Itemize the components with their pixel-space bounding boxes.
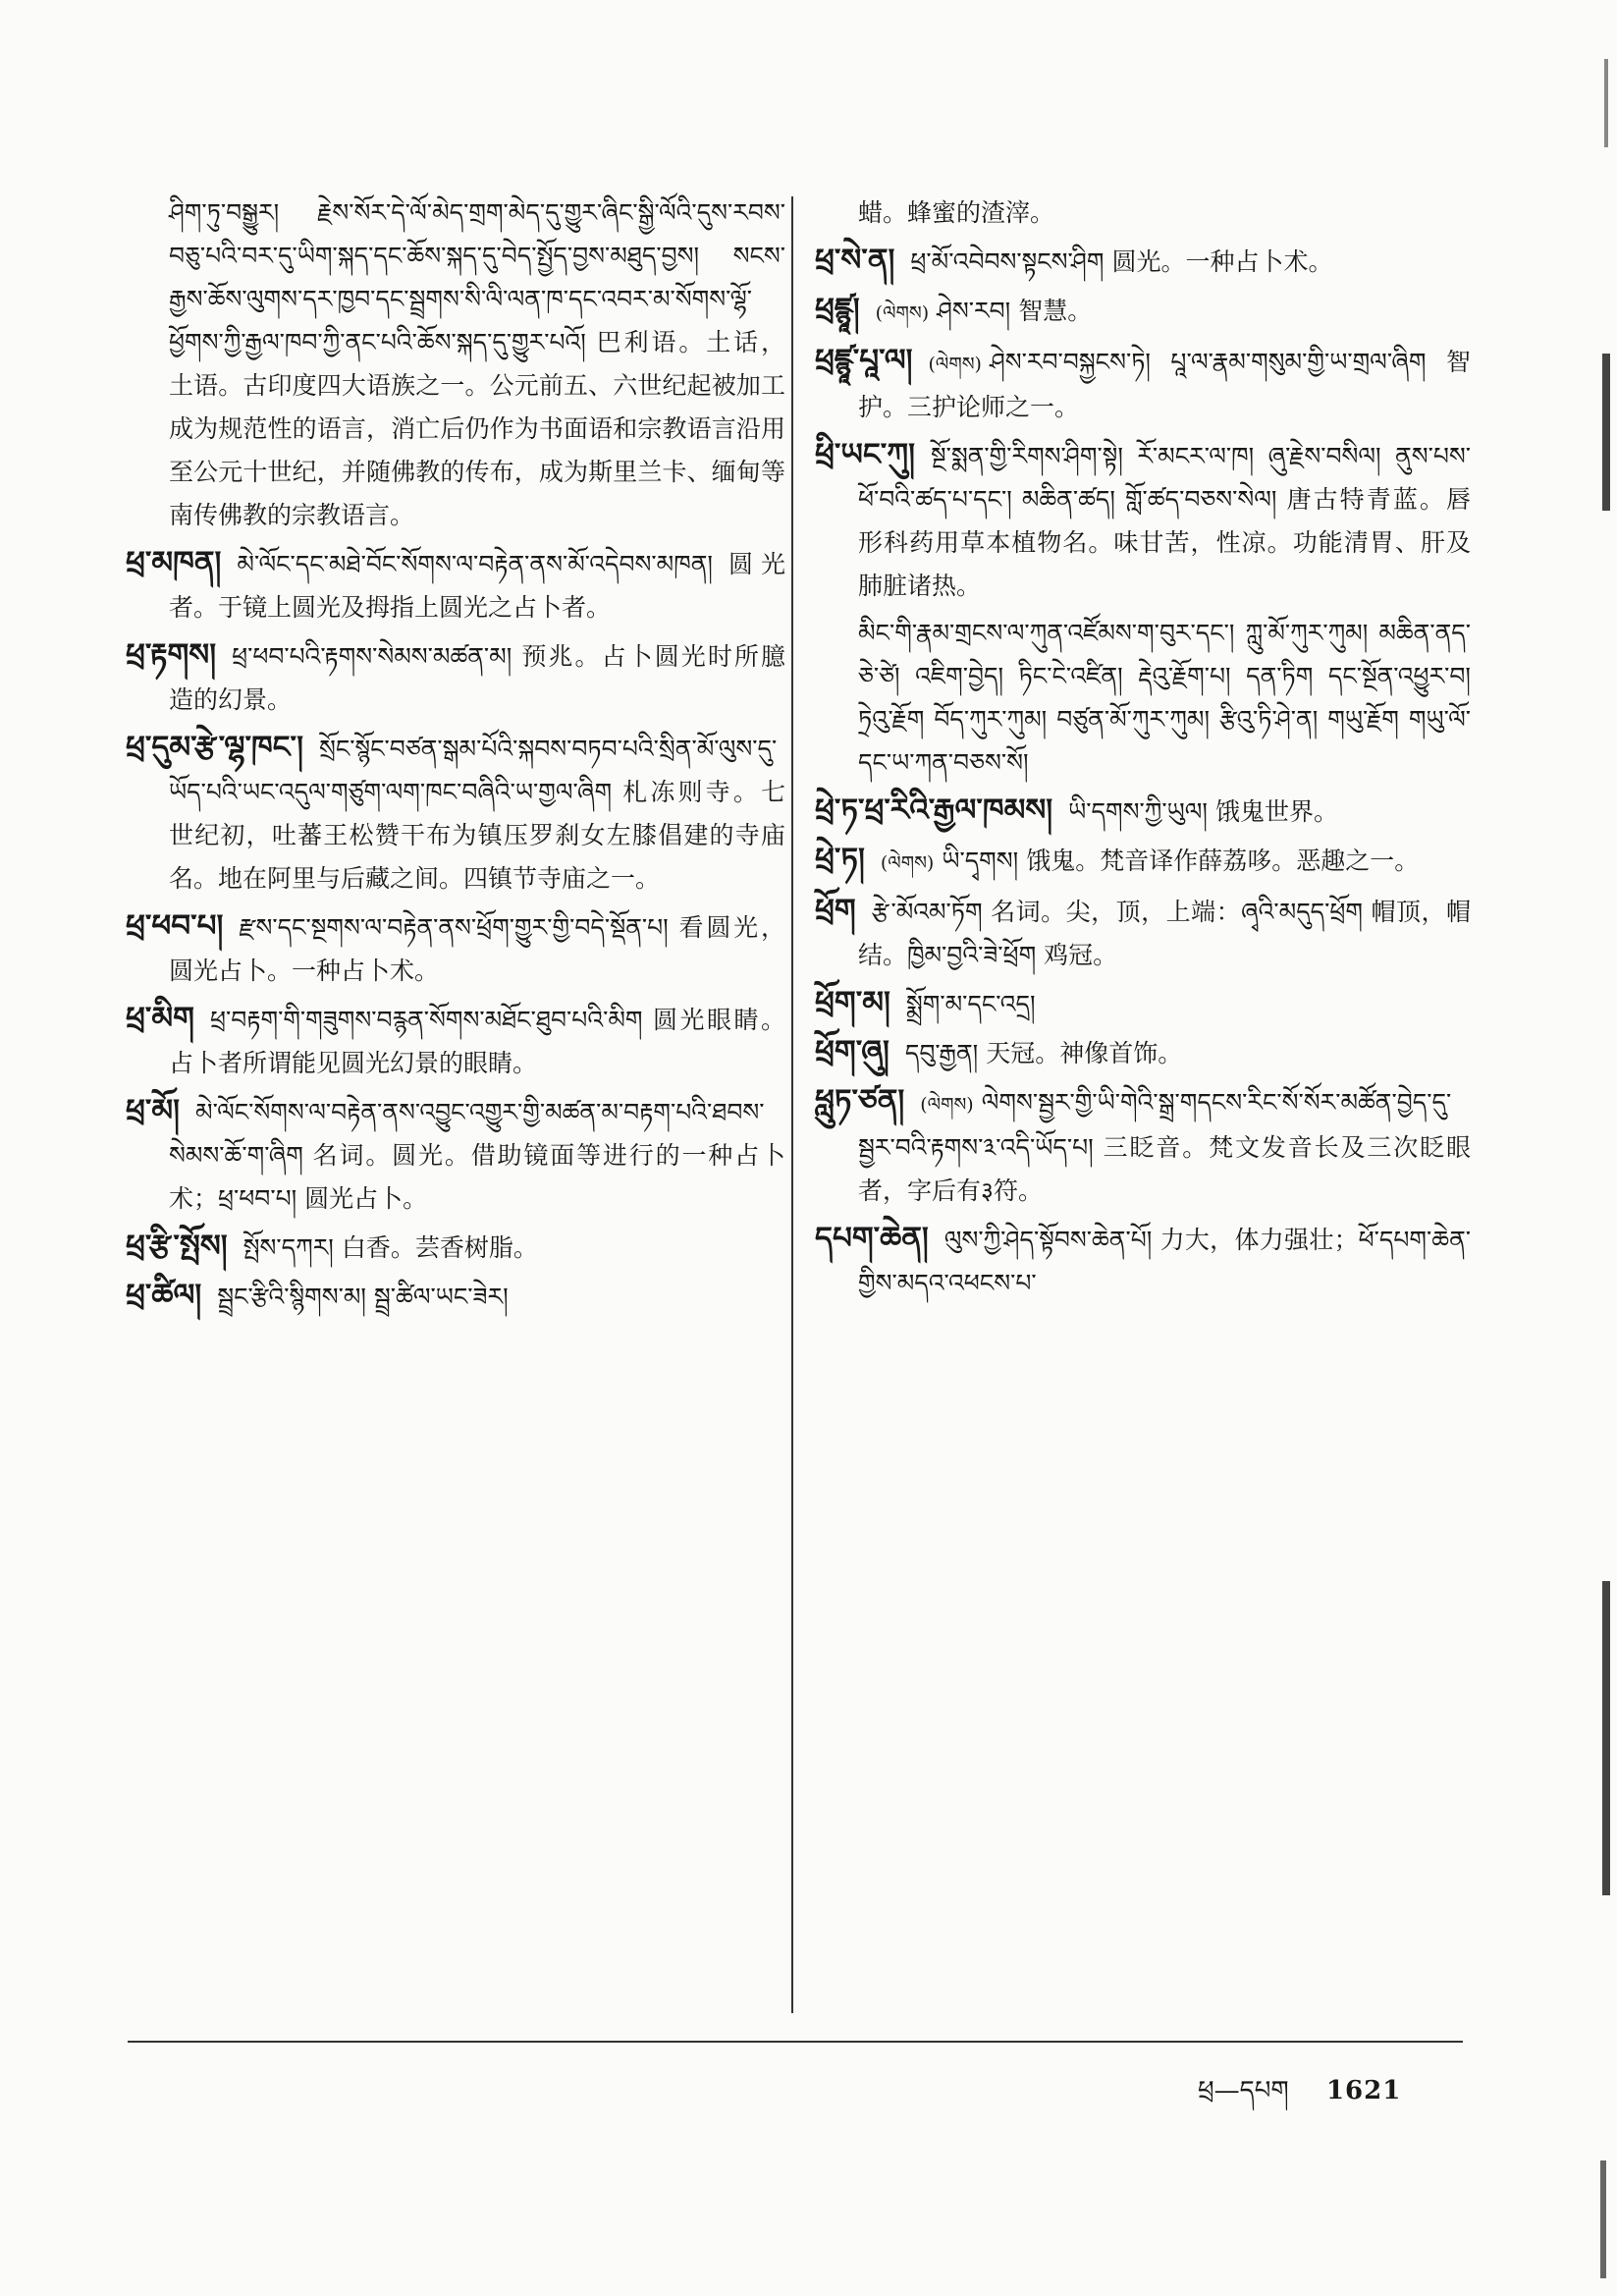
tibetan-definition: སྔོ་སྨན་གྱི་རིགས་ཤིག་སྟེ། རོ་མངར་ལ་ཁ། ཞུ་རྗེས་བསིལ། ནུས་པས་ཕོ་བའི་ཚད་པ་དང་། མཆིན་ཚད། གློ་ཚད་བཅས་སེལ། [858,442,1471,514]
entry-continuation: ཤིག་ཏུ་བསྒྱུར། རྗེས་སོར་དེ་ལོ་མེད་གྲག་མེད་དུ་གྱུར་ཞིང་སྒྱི་ལོའི་དུས་རབས་བཅུ་པའི་བར་དུ་ཡིག་སྐད་དང་ཆོས་སྐད་དུ་བེད་སྤྱོད་བྱས་མཐུད་བྱས། སངས་རྒྱས་ཆོས་ལུགས་དར་ཁྱབ་དང་སྦྲགས་སི་ལི་ལན་ཁ་དང་འབར་མ་སོགས་ལྷོ་ཕྱོགས་ཀྱི་རྒྱལ་ཁབ་ཀྱི་ནང་པའི་ཆོས་སྐད་དུ་གྱུར་པའོ། 巴利语。土话，土语。古印度四大语族之一。公元前五、六世纪起被加工成为规范性的语言，消亡后仍作为书面语和宗教语言沿用至公元十世纪，并随佛教的传布，成为斯里兰卡、缅甸等南传佛教的宗教语言。 [169,198,785,529]
dictionary-entry [815,1030,1471,1075]
dictionary-entry [815,239,1471,284]
dictionary-entry [126,1274,785,1319]
scan-edge-mark [1604,59,1608,147]
chinese-gloss: 智护。三护论师之一。 [858,348,1471,421]
dictionary-entry [815,433,1471,608]
left-column [126,191,785,1323]
tibetan-definition: མིང་གི་རྣམ་གྲངས་ལ་ཀུན་འཛོམས་ག་བུར་དང་། ཀླུ་མོ་ཀུར་ཀུམ། མཆིན་ནད་ཅེ་ཙེ། འཇིག་བྱེད། ཏིང་ངེ་འཛིན། རྡེའུ་རྗོག་པ། དན་ཏིག དང་སྔོན་འཕྱུར་བ། ཏྲེའུ་རྗོག བོད་ཀུར་ཀུམ། བཙུན་མོ་ཀུར་ཀུམ། རྩིའུ་ཏི་ཤེ་ན། གཡུ་རྗོག གཡུ་ལོ་དང་ཡ་ཀན་བཅས་སོ། [858,619,1471,777]
guide-word-range: ཕྲ—དཔག [1198,2076,1289,2105]
source-abbreviation: (ལེགས) [880,852,935,874]
headword: ཕླུཏ་ཙན། [815,1083,905,1119]
tibetan-definition: ཕྲ་མོ་འབེབས་སྟངས་ཤིག [910,247,1105,276]
headword: ཕྲེ་ཏ་ཕྲ་རིའི་རྒྱལ་ཁམས། [815,793,1053,828]
page-number: 1621 [1325,2076,1402,2105]
source-abbreviation: (ལེགས) [928,354,982,375]
tibetan-definition: ཕྲ་བརྟག་གི་གཟུགས་བརྙན་སོགས་མཐོང་ཐུབ་པའི་མིག [209,1006,643,1034]
tibetan-definition: སྲོང་སྙོང་བཙན་སྒམ་པོའི་སྐབས་བཏབ་པའི་སྲིན་མོ་ལུས་དུ་ཡོད་པའི་ཡང་འདུལ་གཙུག་ལག་ཁང་བཞིའི་ཡ་གྱལ་ཞིག [169,735,778,806]
dictionary-entry [815,1079,1471,1213]
tibetan-definition: ཡི་དགས་ཀྱི་ཡུལ། [1068,797,1208,826]
chinese-gloss: 名词。圆光。借助镜面等进行的一种占卜术；ཕྲ་ཕབ་པ། 圆光占卜。 [169,1141,785,1213]
dictionary-entry [126,1225,785,1270]
dictionary-entry [126,904,785,993]
chinese-gloss: 三眨音。梵文发音长及三次眨眼者，字后有३符。 [858,1133,1471,1205]
headword: ཕྲོག་ཞུ། [815,1034,889,1069]
headword: ཕྲེ་ཏ། [815,842,865,877]
dictionary-entry [815,612,1471,785]
tibetan-definition: སྦྲང་རྩིའི་སྙིགས་མ། སྦྲ་ཚིལ་ཡང་ཟེར། [217,1283,509,1311]
source-abbreviation: (ལེགས) [875,302,930,324]
dictionary-entry [815,1217,1471,1305]
dictionary-entry [815,889,1471,977]
headword: ཕྲ་སེ་ན། [815,243,895,278]
headword: ཕྲ་ཚིལ། [126,1278,202,1313]
headword: ཕྲ་རྩི་སྤོས། [126,1229,228,1264]
dictionary-entry [126,541,785,629]
dictionary-entry [815,838,1471,885]
headword: ཕྲཛྙཱ། [815,292,860,327]
headword: ཕྲོག་མ། [815,985,890,1020]
tibetan-definition: ལེགས་སྦྱར་གྱི་ཡི་གེའི་སྒྲ་གདངས་རིང་སོ་སོར་མཚོན་བྱེད་དུ་སྦྱར་བའི་རྟགས་༣་འདི་ཡོད་པ། [858,1088,1452,1162]
headword: ཕྲཛྙཱ་པཱ་ལ། [815,343,913,378]
chinese-gloss: 饿鬼世界。 [1214,797,1338,826]
dictionary-entry [815,981,1471,1026]
entry-continuation: 蜡。蜂蜜的渣滓。 [858,198,1055,227]
tibetan-definition: དབུ་རྒྱན། [904,1039,979,1067]
tibetan-definition: སྤོས་དཀར། [243,1233,334,1262]
chinese-gloss: 天冠。神像首饰。 [986,1039,1183,1067]
tibetan-definition: ཤེས་རབ་བསྐྱངས་ཏེ། པཱ་ལ་རྣམ་གསུམ་གྱི་ཡ་གྲལ་ཞིག [989,348,1427,376]
headword: ཕྲི་ཡང་ཀུ། [815,437,915,472]
dictionary-entry [126,997,785,1085]
footer-rule [128,2041,1463,2043]
chinese-gloss: 札冻则寺。七世纪初，吐蕃王松赞干布为镇压罗刹女左膝倡建的寺庙名。地在阿里与后藏之间。四镇节寺庙之一。 [169,778,785,893]
scan-edge-mark [1600,2160,1606,2278]
chinese-gloss: 唐古特青蓝。唇形科药用草本植物名。味甘苦，性凉。功能清胃、肝及肺脏诸热。 [858,485,1471,600]
tibetan-definition: ཕྲ་ཕབ་པའི་རྟགས་སེམས་མཚན་མ། [232,642,512,671]
chinese-gloss: 名词。尖，顶，上端：ཞྭའི་མདུད་ཕྲོག 帽顶，帽结。ཁྱིམ་བྱའི་ཟེ་ཕྲོག 鸡冠。 [858,898,1471,969]
right-column [815,191,1471,1309]
page-footer [1198,2062,1401,2134]
chinese-gloss: 预兆。占卜圆光时所臆造的幻景。 [169,642,785,714]
dictionary-entry [815,288,1471,335]
chinese-gloss: 圆光者。于镜上圆光及拇指上圆光之占卜者。 [169,550,785,622]
dictionary-entry [815,789,1471,834]
tibetan-definition: སྨྲོག་མ་དང་འདྲ། [905,990,1036,1018]
dictionary-entry [126,633,785,722]
chinese-gloss: 看圆光，圆光占卜。一种占卜术。 [169,913,785,985]
headword: ཕྲ་མོ། [126,1093,181,1128]
chinese-gloss: 圆光眼睛。占卜者所谓能见圆光幻景的眼睛。 [169,1006,785,1077]
headword: ཕྲ་མིག [126,1001,194,1036]
source-abbreviation: (ལེགས) [920,1094,974,1116]
headword: ཕྲ་ཕབ་པ། [126,908,224,944]
headword: དཔག་ཆེན། [815,1221,929,1256]
dictionary-entry [815,339,1471,429]
chinese-gloss: 力大，体力强壮；ཕོ་དཔག་ཆེན་གྱིས་མདའ་འཕངས་པ་ [858,1226,1471,1297]
headword: ཕྲ་མཁན། [126,545,222,580]
tibetan-definition: མེ་ལོང་སོགས་ལ་བརྟེན་ནས་འབྱུང་འགྱུར་གྱི་མཚན་མ་བརྟག་པའི་ཐབས་སེམས་ཆོ་ག་ཞིག [169,1098,765,1170]
scan-edge-mark [1602,1581,1610,1895]
tibetan-definition: མེ་ལོང་དང་མཐེ་བོང་སོགས་ལ་བརྟེན་ནས་མོ་འདེབས་མཁན། [237,550,713,578]
tibetan-definition: ཤེས་རབ། [937,297,1011,325]
chinese-gloss: 饿鬼。梵音译作薛荔哆。恶趣之一。 [1026,847,1420,875]
headword: ཕྲ་རྟགས། [126,637,217,673]
tibetan-definition: ཡི་དྭགས། [942,847,1019,875]
dictionary-entry [126,1089,785,1221]
scan-edge-mark [1602,354,1610,511]
chinese-gloss: 白香。芸香树脂。 [341,1233,538,1262]
headword: ཕྲ་དུམ་རྩེ་ལྷ་ཁང་། [126,730,303,765]
headword: ཕྲོག [815,893,856,928]
tibetan-definition: རྫས་དང་སྔགས་ལ་བརྟེན་ནས་ཕྲོག་གྱུར་གྱི་བདེ་སྡོན་པ། [239,913,669,942]
chinese-gloss: 智慧。 [1018,297,1093,325]
tibetan-definition: རྩེ་མོའམ་ཏོག [871,898,983,926]
tibetan-definition: ལུས་ཀྱི་ཤེད་སྟོབས་ཆེན་པོ། [943,1226,1153,1254]
chinese-gloss: 圆光。一种占卜术。 [1111,247,1333,276]
column-divider [791,196,793,2013]
dictionary-entry [126,726,785,901]
